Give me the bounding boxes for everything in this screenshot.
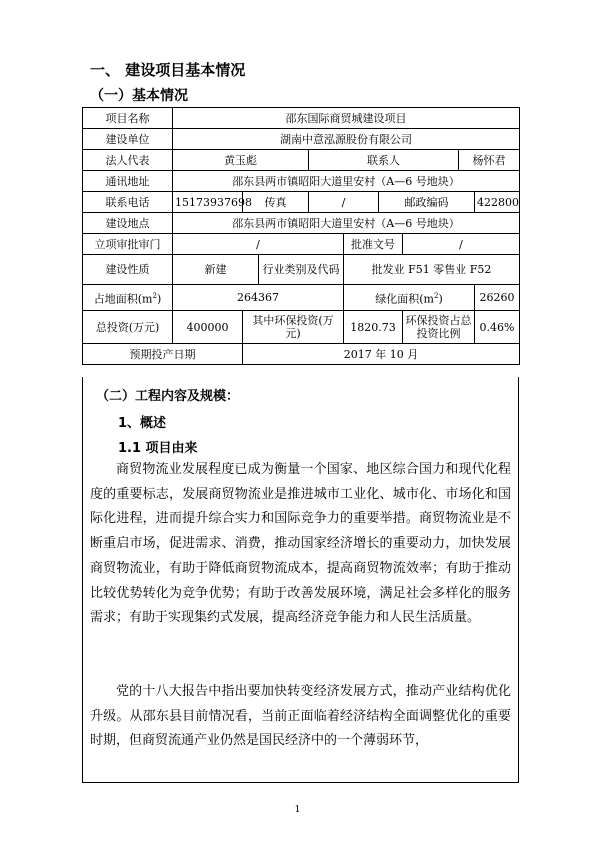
subsection-origin: 1.1 项目由来 <box>118 441 198 456</box>
date-value: 2017 年 10 月 <box>243 344 520 365</box>
invest-label: 总投资(万元) <box>83 311 173 344</box>
section-heading-2: （一）基本情况 <box>90 88 188 104</box>
env-ratio-value: 0.46% <box>475 311 520 344</box>
phone-value: 15173937698 <box>173 192 243 213</box>
area-value: 264367 <box>173 285 344 311</box>
approval-dept-value: / <box>173 234 344 255</box>
unit-value: 湖南中意泓源股份有限公司 <box>173 129 520 150</box>
paragraph-1: 商贸物流业发展程度已成为衡量一个国家、地区综合国力和现代化程度的重要标志，发展商贸物流业是推进城市工业化、城市化、市场化和国际化进程，进而提升综合实力和国际竞争力的重要举措。商贸物流业是不断重启市场，促进需求、消费，推动国家经济增长的重要动力，加快发展商贸物流业，有助于降低商贸物流成本，提高商贸物流效率；有助于推动比较优势转化为竞争优势；有助于改善发展环境，满足社会多样化的服务需求；有助于实现集约式发展，提高经济竞争能力和人民生活质量。 <box>90 462 511 626</box>
env-invest-label: 其中环保投资(万元) <box>243 311 344 344</box>
legal-rep-value: 黄玉彪 <box>173 150 309 171</box>
env-invest-value: 1820.73 <box>344 311 403 344</box>
postcode-value: 422800 <box>475 192 520 213</box>
industry-label: 行业类别及代码 <box>259 255 344 285</box>
invest-value: 400000 <box>173 311 243 344</box>
page-number: 1 <box>294 805 301 815</box>
address-value: 邵东县两市镇昭阳大道里安村（A—6 号地块） <box>173 171 520 192</box>
postcode-label: 邮政编码 <box>379 192 475 213</box>
fax-label: 传真 <box>243 192 309 213</box>
env-ratio-label: 环保投资占总投资比例 <box>403 311 475 344</box>
industry-value: 批发业 F51 零售业 F52 <box>344 255 520 285</box>
date-label: 预期投产日期 <box>83 344 243 365</box>
legal-rep-label: 法人代表 <box>83 150 173 171</box>
section-heading-1: 一、 建设项目基本情况 <box>90 61 246 79</box>
site-label: 建设地点 <box>83 213 173 234</box>
unit-label: 建设单位 <box>83 129 173 150</box>
address-label: 通讯地址 <box>83 171 173 192</box>
subsection-overview: 1、概述 <box>118 416 167 431</box>
basic-info-table <box>82 107 520 365</box>
approval-no-value: / <box>403 234 520 255</box>
site-value: 邵东县两市镇昭阳大道里安村（A—6 号地块） <box>173 213 520 234</box>
contact-value: 杨怀君 <box>459 150 520 171</box>
contact-label: 联系人 <box>309 150 459 171</box>
green-value: 26260 <box>475 285 520 311</box>
project-name-label: 项目名称 <box>83 108 173 129</box>
green-label: 绿化面积$(m^2)$ <box>344 285 475 311</box>
nature-label: 建设性质 <box>83 255 173 285</box>
section-title: （二）工程内容及规模： <box>96 389 240 404</box>
paragraph-2: 党的十八大报告中指出要加快转变经济发展方式，推动产业结构优化升级。从邵东县目前情况看，当前正面临着经济结构全面调整优化的重要时期，但商贸流通产业仍然是国民经济中的一个薄弱环节， <box>90 684 511 749</box>
approval-no-label: 批准文号 <box>344 234 403 255</box>
approval-dept-label: 立项审批审门 <box>83 234 173 255</box>
nature-value: 新建 <box>173 255 259 285</box>
area-label: 占地面积$(m^2)$ <box>83 285 173 311</box>
phone-label: 联系电话 <box>83 192 173 213</box>
project-name-value: 邵东国际商贸城建设项目 <box>173 108 520 129</box>
fax-value: / <box>309 192 379 213</box>
